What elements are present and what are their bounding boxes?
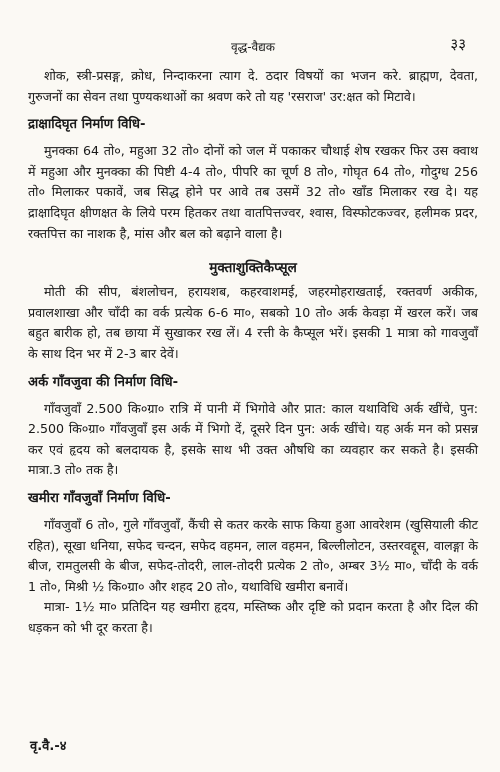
mukta-heading: मुक्ताशुक्तिकैप्सूल bbox=[209, 260, 297, 277]
mukta-paragraph: मोती की सीप, बंशलोचन, हरायशब, कहरवाशमई, जहरमोहराखताई, रक्तवर्ण अकीक, प्रवालशाखा और चाँदी का वर्क प्रत्येक 6-6 मा०, सबको 10 तो० अर्क केवड़ा में खरल करें। जब बहुत बारीक हो, तब छाया में सुखाकर रख लें। 4 रत्ती के कैप्सूल भरें। इसकी 1 मात्रा को गावजुवाँ के साथ दिन भर में 2-3 बार देवें। bbox=[28, 284, 478, 361]
running-head bbox=[28, 34, 478, 56]
page-content bbox=[28, 66, 478, 638]
matra-paragraph: मात्रा- 1½ मा० प्रतिदिन यह खमीरा हृदय, मस्तिष्क और दृष्टि को प्रदान करता है और दिल की धड़कन को भी दूर करता है। bbox=[28, 599, 478, 635]
page-number: ३३ bbox=[450, 35, 466, 53]
khamira-paragraph: गाँवजुवाँ 6 तो०, गुले गाँवजुवाँ, कैंची से कतर करके साफ किया हुआ आवरेशम (खुसियाली कीट रहित), सूखा धनिया, सफेद चन्दन, सफेद वहमन, लाल वहमन, बिल्लीलोटन, उस्तरवद्दूस, वालङ्गा के बीज, रामतुलसी के बीज, सफेद-तोदरी, लाल-तोदरी प्रत्येक 2 तो०, अम्बर 3½ मा०, चाँदी के वर्क 1 तो०, मिश्री ½ कि०ग्रा० और शहद 20 तो०, यथाविधि खमीरा बनावें। bbox=[28, 516, 478, 594]
signature-mark: वृ.वै.-४ bbox=[30, 739, 67, 754]
ark-heading: अर्क गाँवजुवा की निर्माण विधि- bbox=[28, 374, 179, 390]
ark-paragraph: गाँवजुवाँ 2.500 कि०ग्रा० रात्रि में पानी में भिगोवे और प्रात: काल यथाविधि अर्क खींचे, पुन: 2.500 कि०ग्रा० गाँवजुवाँ इस अर्क में भिगो दें, दूसरे दिन पुन: अर्क खींचे। यह अर्क मन को प्रसन्न कर एवं हृदय को बलदायक है, इसके साथ भी उक्त औषधि का व्यवहार कर सकते है। इसकी मात्रा.3 तो० तक है। bbox=[28, 400, 478, 478]
khamira-heading: खमीरा गाँवजुवाँ निर्माण विधि- bbox=[28, 490, 171, 506]
draksha-heading: द्राक्षादिघृत निर्माण विधि- bbox=[28, 117, 146, 133]
draksha-paragraph: मुनक्का 64 तो०, महुआ 32 तो० दोनों को जल में पकाकर चौथाई शेष रखकर फिर उस क्वाथ में महुआ और मुनक्का की पिष्टी 4-4 तो०, पीपरि का चूर्ण 8 तो०, गोघृत 64 तो०, गोदुग्ध 256 तो० मिलाकर पकावें, जब सिद्ध होने पर आवे तब उसमें 32 तो० खाँड मिलाकर रख दे। यह द्राक्षादिघृत क्षीणक्षत के लिये परम हितकर तथा वातपित्तज्वर, श्वास, विस्फोटकज्वर, हलीमक प्रदर, रक्तपित्त का नाशक है, मांस और बल को बढ़ाने वाला है। bbox=[28, 143, 478, 241]
intro-paragraph: शोक, स्त्री-प्रसङ्ग, क्रोध, निन्दाकरना त्याग दे. ठदार विषयों का भजन करे. ब्राह्मण, देवता, गुरुजनों का सेवन तथा पुण्यकथाओं का श्रवण करे तो यह 'रसराज' उर:क्षत को मिटावे। bbox=[28, 68, 478, 104]
running-title: वृद्ध-वैद्यक bbox=[230, 40, 276, 54]
